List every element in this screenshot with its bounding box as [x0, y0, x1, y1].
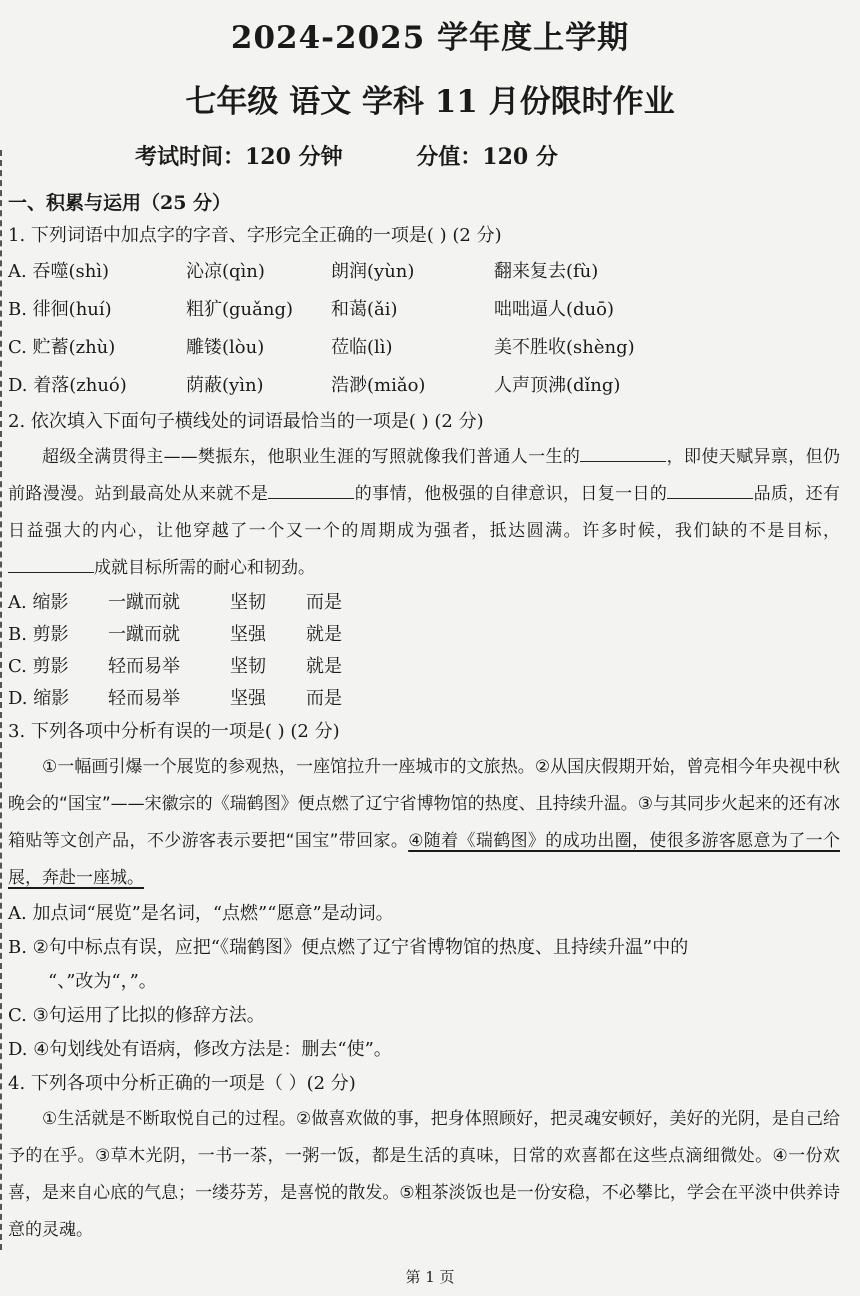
page-number: 第 1 页	[405, 1268, 455, 1286]
option-cell: 而是	[306, 688, 342, 709]
option-cell: 坚韧	[230, 592, 266, 613]
passage-text: 的事情，他极强的自律意识，日复一日的	[354, 484, 668, 504]
question-3-option-b-cont: “、”改为“，”。	[48, 971, 157, 992]
question-3-stem: 3. 下列各项中分析有误的一项是( ) (2 分)	[8, 721, 340, 742]
question-4-passage: ①生活就是不断取悦自己的过程。②做喜欢做的事，把身体照顾好，把灵魂安顿好，美好的光阴，是自己给予的在乎。③草木光阴，一书一茶，一粥一饭，都是生活的真味，日常的欢喜都在这些点滴细微处。④一份欢喜，是来自心底的气息；一缕芬芳，是喜悦的散发。⑤粗茶淡饭也是一份安稳，不必攀比，学会在平淡中供养诗意的灵魂。	[8, 1109, 840, 1240]
binding-dashed-line	[0, 150, 6, 1250]
question-3-passage	[8, 749, 840, 897]
question-2-option-c	[8, 651, 840, 683]
option-cell: 轻而易举	[108, 688, 180, 709]
option-cell: 雕镂(lòu)	[186, 337, 265, 358]
option-cell: 坚强	[230, 624, 266, 645]
passage-text: 品质，还有日益强大的内心，让他穿越了一个又一个的周期成为强者，抵达圆满。许多时候，我们缺的不是目标，	[8, 484, 841, 541]
question-1-stem: 1. 下列词语中加点字的字音、字形完全正确的一项是( ) (2 分)	[8, 225, 502, 246]
option-cell: 和蔼(ǎi)	[331, 299, 398, 320]
option-cell: 莅临(lì)	[331, 337, 393, 358]
option-cell: 荫蔽(yìn)	[186, 375, 264, 396]
question-3-option-b: B. ②句中标点有误，应把“《瑞鹤图》便点燃了辽宁省博物馆的热度、且持续升温”中的	[8, 937, 689, 958]
fill-blank-1	[580, 443, 666, 462]
question-2-option-b	[8, 619, 840, 651]
option-cell: C. 贮蓄(zhù)	[8, 337, 116, 358]
passage-text: 成就目标所需的耐心和韧劲。	[94, 558, 315, 578]
exam-score: 分值：120 分	[416, 144, 558, 170]
exam-content	[8, 187, 840, 1249]
question-4-stem: 4. 下列各项中分析正确的一项是（ ）(2 分)	[8, 1073, 356, 1094]
option-cell: 浩渺(miǎo)	[331, 375, 426, 396]
option-cell: 而是	[306, 592, 342, 613]
exam-time: 考试时间：120 分钟	[135, 144, 343, 170]
option-cell: 咄咄逼人(duō)	[494, 299, 614, 320]
option-cell: D. 缩影	[8, 688, 70, 709]
exam-meta	[135, 140, 624, 171]
question-1-option-b	[8, 291, 840, 329]
option-cell: 翻来复去(fù)	[494, 261, 599, 282]
question-2-option-a	[8, 587, 840, 619]
option-cell: 坚强	[230, 688, 266, 709]
question-1-option-c	[8, 329, 840, 367]
option-cell: D. 着落(zhuó)	[8, 375, 127, 396]
option-cell: 一蹴而就	[108, 592, 180, 613]
question-1-option-a	[8, 253, 840, 291]
passage-text: ，即使天赋异禀，但仍前路漫漫。站到最高处从来就不是	[8, 447, 840, 504]
option-cell: 美不胜收(shèng)	[494, 337, 635, 358]
option-cell: 坚韧	[230, 656, 266, 677]
option-cell: 粗犷(guǎng)	[186, 299, 294, 320]
option-cell: 沁凉(qìn)	[186, 261, 265, 282]
option-cell: 朗润(yùn)	[331, 261, 415, 282]
question-2-passage	[8, 439, 840, 587]
option-cell: 轻而易举	[108, 656, 180, 677]
question-2-stem: 2. 依次填入下面句子横线处的词语最恰当的一项是( ) (2 分)	[8, 411, 484, 432]
question-3-option-c: C. ③句运用了比拟的修辞方法。	[8, 1005, 265, 1026]
question-3-option-a: A. 加点词“展览”是名词，“点燃”“愿意”是动词。	[8, 903, 394, 924]
fill-blank-3	[667, 480, 753, 499]
option-cell: B. 徘徊(huí)	[8, 299, 112, 320]
option-cell: 就是	[306, 624, 342, 645]
option-cell: 人声顶沸(dǐng)	[494, 375, 621, 396]
passage-text: ①一幅画引爆一个展览的参观热，一座馆拉升一座城市的文旅热。②从国庆假期开始，曾亮相今年央视中秋晚会的“国宝”——宋徽宗的《瑞鹤图》便点燃了辽宁省博物馆的热度、且持续升温。③与其同步火起来的还有冰箱贴等文创产品，不少游客表示要把“国宝”带回家。	[8, 757, 840, 851]
exam-title-term: 2024-2025 学年度上学期	[230, 20, 630, 56]
section-heading: 一、积累与运用（25 分）	[8, 192, 232, 214]
question-3-option-d: D. ④句划线处有语病，修改方法是：删去“使”。	[8, 1039, 392, 1060]
passage-text: 超级全满贯得主——樊振东，他职业生涯的写照就像我们普通人一生的	[42, 447, 581, 467]
fill-blank-2	[268, 480, 354, 499]
option-cell: 一蹴而就	[108, 624, 180, 645]
fill-blank-4	[8, 554, 94, 573]
option-cell: A. 吞噬(shì)	[8, 261, 110, 282]
question-1-option-d	[8, 367, 840, 405]
option-cell: C. 剪影	[8, 656, 69, 677]
option-cell: B. 剪影	[8, 624, 69, 645]
option-cell: A. 缩影	[8, 592, 69, 613]
option-cell: 就是	[306, 656, 342, 677]
exam-title-subject: 七年级 语文 学科 11 月份限时作业	[185, 84, 675, 120]
question-2-option-d	[8, 683, 840, 715]
underlined-sentence: ④随着《瑞鹤图》的成功出圈，使很多游客愿意为了一个展，奔赴一座城。	[8, 831, 840, 888]
